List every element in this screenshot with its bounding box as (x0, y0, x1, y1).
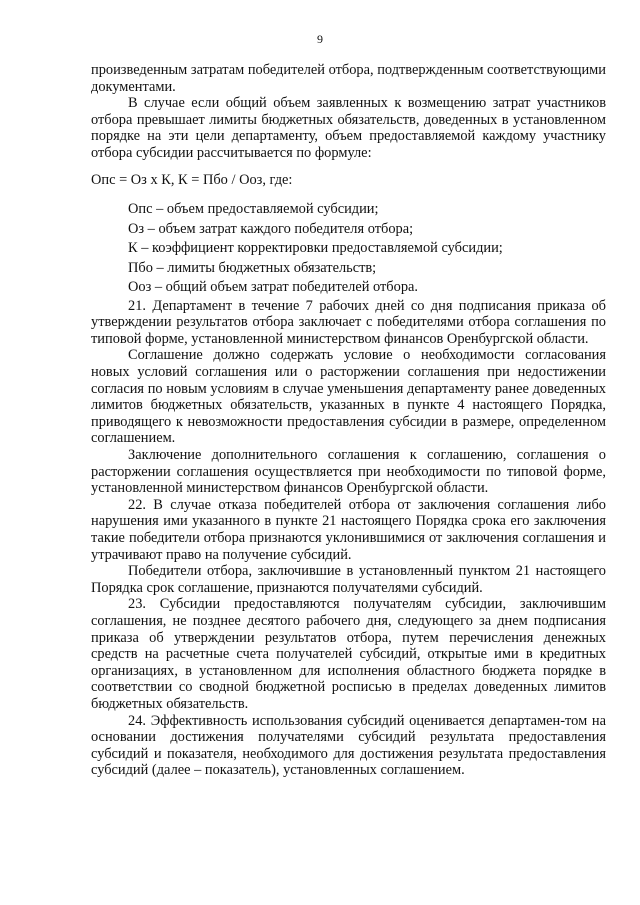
page-number: 9 (317, 32, 323, 46)
paragraph-continuation: произведенным затратам победителей отбора, подтвержденным соответствующими документами. (91, 62, 606, 95)
paragraph-excess-costs: В случае если общий объем заявленных к возмещению затрат участников отбора превышает лимиты бюджетных обязательств, доведенных в установленном порядке на эти цели департаменту, объем предоставляемой каждому участнику отбора субсидии рассчитывается по формуле: (91, 95, 606, 161)
formula-definitions (91, 200, 606, 298)
clause-21: 21. Департамент в течение 7 рабочих дней со дня подписания приказа об утверждении результатов отбора заключает с победителями отбора соглашения по типовой форме, установленной министерством финансов Оренбургской области. (91, 297, 606, 347)
clause-23: 23. Субсидии предоставляются получателям субсидии, заключившим соглашения, не позднее десятого рабочего дня, следующего за днем подписания приказа об утверждении результатов отбора, путем перечисления денежных средств на расчетные счета получателей субсидий, открытые ими в кредитных организациях, в установленном для исполнения областного бюджета порядке в соответствии со сводной бюджетной росписью в пределах доведенных лимитов бюджетных обязательств. (91, 596, 606, 712)
definition-k: К – коэффициент корректировки предоставляемой субсидии; (128, 240, 503, 257)
definition-ooz: Ооз – общий объем затрат победителей отбора. (128, 279, 418, 296)
subsidy-formula: Опс = Оз х К, К = Пбо / Ооз, где: (91, 171, 293, 188)
definition-oz: Оз – объем затрат каждого победителя отбора; (128, 220, 414, 237)
clause-22: 22. В случае отказа победителей отбора от заключения соглашения либо нарушения ими указанного в пункте 21 настоящего Порядка срока его заключения такие победители отбора признаются уклонившимися от заключения соглашения и утрачивают право на получение субсидий. (91, 496, 606, 563)
document-body (91, 62, 606, 779)
clause-21-additional-agreement: Заключение дополнительного соглашения к соглашению, соглашения о расторжении соглашения осуществляется при необходимости по типовой форме, установленной министерством финансов Оренбургской области. (91, 447, 606, 497)
clause-24: 24. Эффективность использования субсидий оценивается департамен-том на основании достижения получателями субсидий результата предоставления субсидий и показателя, необходимого для достижения результата предоставления субсидий (далее – показатель), установленных соглашением. (91, 712, 606, 779)
definition-pbo: Пбо – лимиты бюджетных обязательств; (128, 259, 377, 276)
clause-21-agreement-condition: Соглашение должно содержать условие о необходимости согласования новых условий соглашения или о расторжении соглашения при недостижении согласия по новым условиям в случае уменьшения департаменту ранее доведенных лимитов бюджетных обязательств, указанных в пункте 4 настоящего Порядка, приводящего к невозможности предоставления субсидии в размере, определенном соглашением. (91, 347, 606, 447)
clause-22-recipients: Победители отбора, заключившие в установленный пунктом 21 настоящего Порядка срок соглашение, признаются получателями субсидий. (91, 563, 606, 596)
definition-ops: Опс – объем предоставляемой субсидии; (128, 201, 379, 218)
